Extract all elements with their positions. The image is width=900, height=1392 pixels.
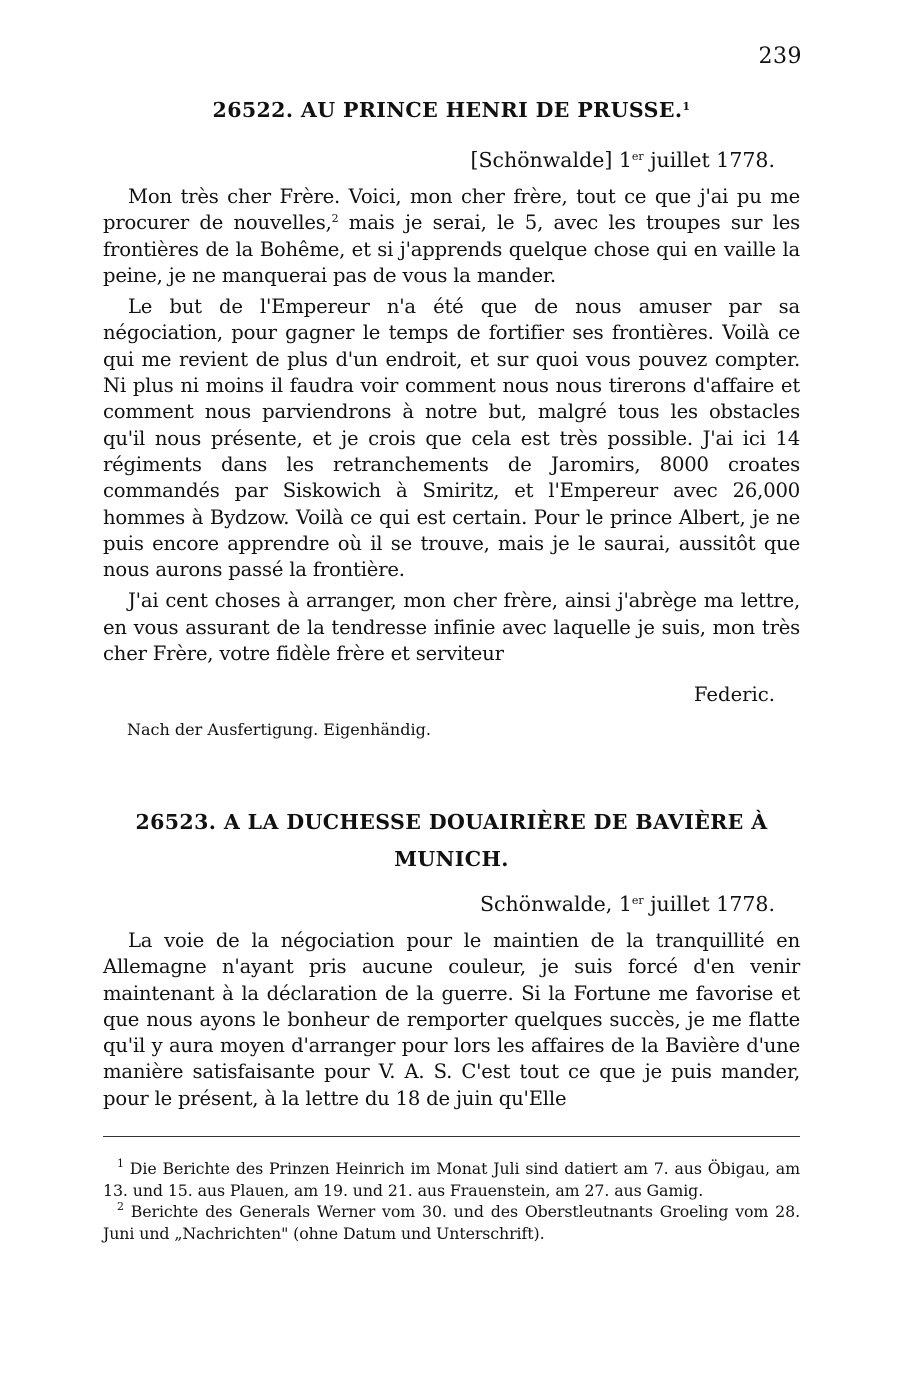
letter-heading — [103, 98, 800, 122]
letter-heading-line: 26523. A LA DUCHESSE DOUAIRIÈRE DE BAVIÈRE À — [135, 810, 768, 834]
letter-paragraph: J'ai cent choses à arranger, mon cher frère, ainsi j'abrège ma lettre, en vous assurant de la tendresse infinie avec laquelle je suis, mon très cher Frère, votre fidèle frère et serviteur — [103, 589, 800, 666]
footnote — [103, 1158, 800, 1201]
letter-paragraph: Le but de l'Empereur n'a été que de nous amuser par sa négociation, pour gagner le temps de fortifier ses frontières. Voilà ce qui me revient de plus d'un endroit, et sur quoi vous pouvez compter. Ni plus ni moins il faudra voir comment nous nous tirerons d'affaire et comment nous parviendrons à notre but, malgré tous les obstacles qu'il nous présente, et je crois que cela est très possible. J'ai ici 14 régiments dans les retranchements de Jaromirs, 8000 croates commandés par Siskowich à Smiritz, et l'Empereur avec 26,000 hommes à Bydzow. Voilà ce qui est certain. Pour le prince Albert, je ne puis encore apprendre où il se trouve, mais je le saurai, aussitôt que nous aurons passé la frontière. — [103, 295, 800, 582]
letter-heading-text: 26522. AU PRINCE HENRI DE PRUSSE. — [212, 98, 683, 122]
footnote-divider — [103, 1136, 800, 1137]
dateline-place-day: Schönwalde, 1 — [479, 892, 632, 916]
dateline-ordinal: er — [631, 894, 644, 907]
paragraph-text: Mon très cher Frère. Voici, mon cher frère, tout ce que j'ai pu me procurer de nouvelles, — [103, 185, 800, 235]
letter-signature: Federic. — [693, 683, 775, 706]
letter-body — [103, 184, 800, 672]
dateline-ordinal: er — [631, 150, 644, 163]
source-note: Nach der Ausfertigung. Eigenhändig. — [127, 720, 431, 739]
footnote — [103, 1201, 800, 1244]
footnote-text: Die Berichte des Prinzen Heinrich im Monat Juli sind datiert am 7. aus Öbigau, am 13. und 15. aus Plauen, am 19. und 21. aus Frauenstein, am 27. aus Gamig. — [103, 1159, 800, 1200]
dateline-month-year: juillet 1778. — [643, 892, 775, 916]
footnote-mark: 1 — [117, 1157, 124, 1170]
dateline-place-day: [Schönwalde] 1 — [470, 148, 632, 172]
paragraph-text: mais je serai, le 5, avec les troupes sur les frontières de la Bohême, et si j'apprends quelque chose qui en vaille la peine, je ne manquerai pas de vous la mander. — [103, 211, 800, 287]
footnote-mark: 2 — [117, 1200, 124, 1213]
letter-paragraph: La voie de la négociation pour le maintien de la tranquillité en Allemagne n'ayant pris aucune couleur, je suis forcé d'en venir maintenant à la déclaration de la guerre. Si la Fortune me favorise et que nous ayons le bonheur de remporter quelques succès, je me flatte qu'il y aura moyen d'arranger pour lors les affaires de la Bavière d'une manière satisfaisante pour V. A. S. C'est tout ce que je puis mander, pour le présent, à la lettre du 18 de juin qu'Elle — [103, 929, 800, 1110]
letter-dateline — [470, 148, 775, 172]
footnotes — [103, 1158, 800, 1244]
letter-heading — [103, 804, 800, 878]
letter-paragraph — [103, 184, 800, 289]
letter-dateline — [480, 892, 775, 916]
footnote-ref: 1 — [682, 100, 691, 113]
letter-body — [103, 928, 800, 1117]
footnote-text: Berichte des Generals Werner vom 30. und des Oberstleutnants Groeling vom 28. Juni und „Nachrichten" (ohne Datum und Unterschrift). — [103, 1202, 800, 1243]
page-number: 239 — [758, 44, 802, 69]
dateline-month-year: juillet 1778. — [643, 148, 775, 172]
letter-heading-line: MUNICH. — [394, 847, 509, 871]
footnote-ref: 2 — [331, 212, 339, 226]
